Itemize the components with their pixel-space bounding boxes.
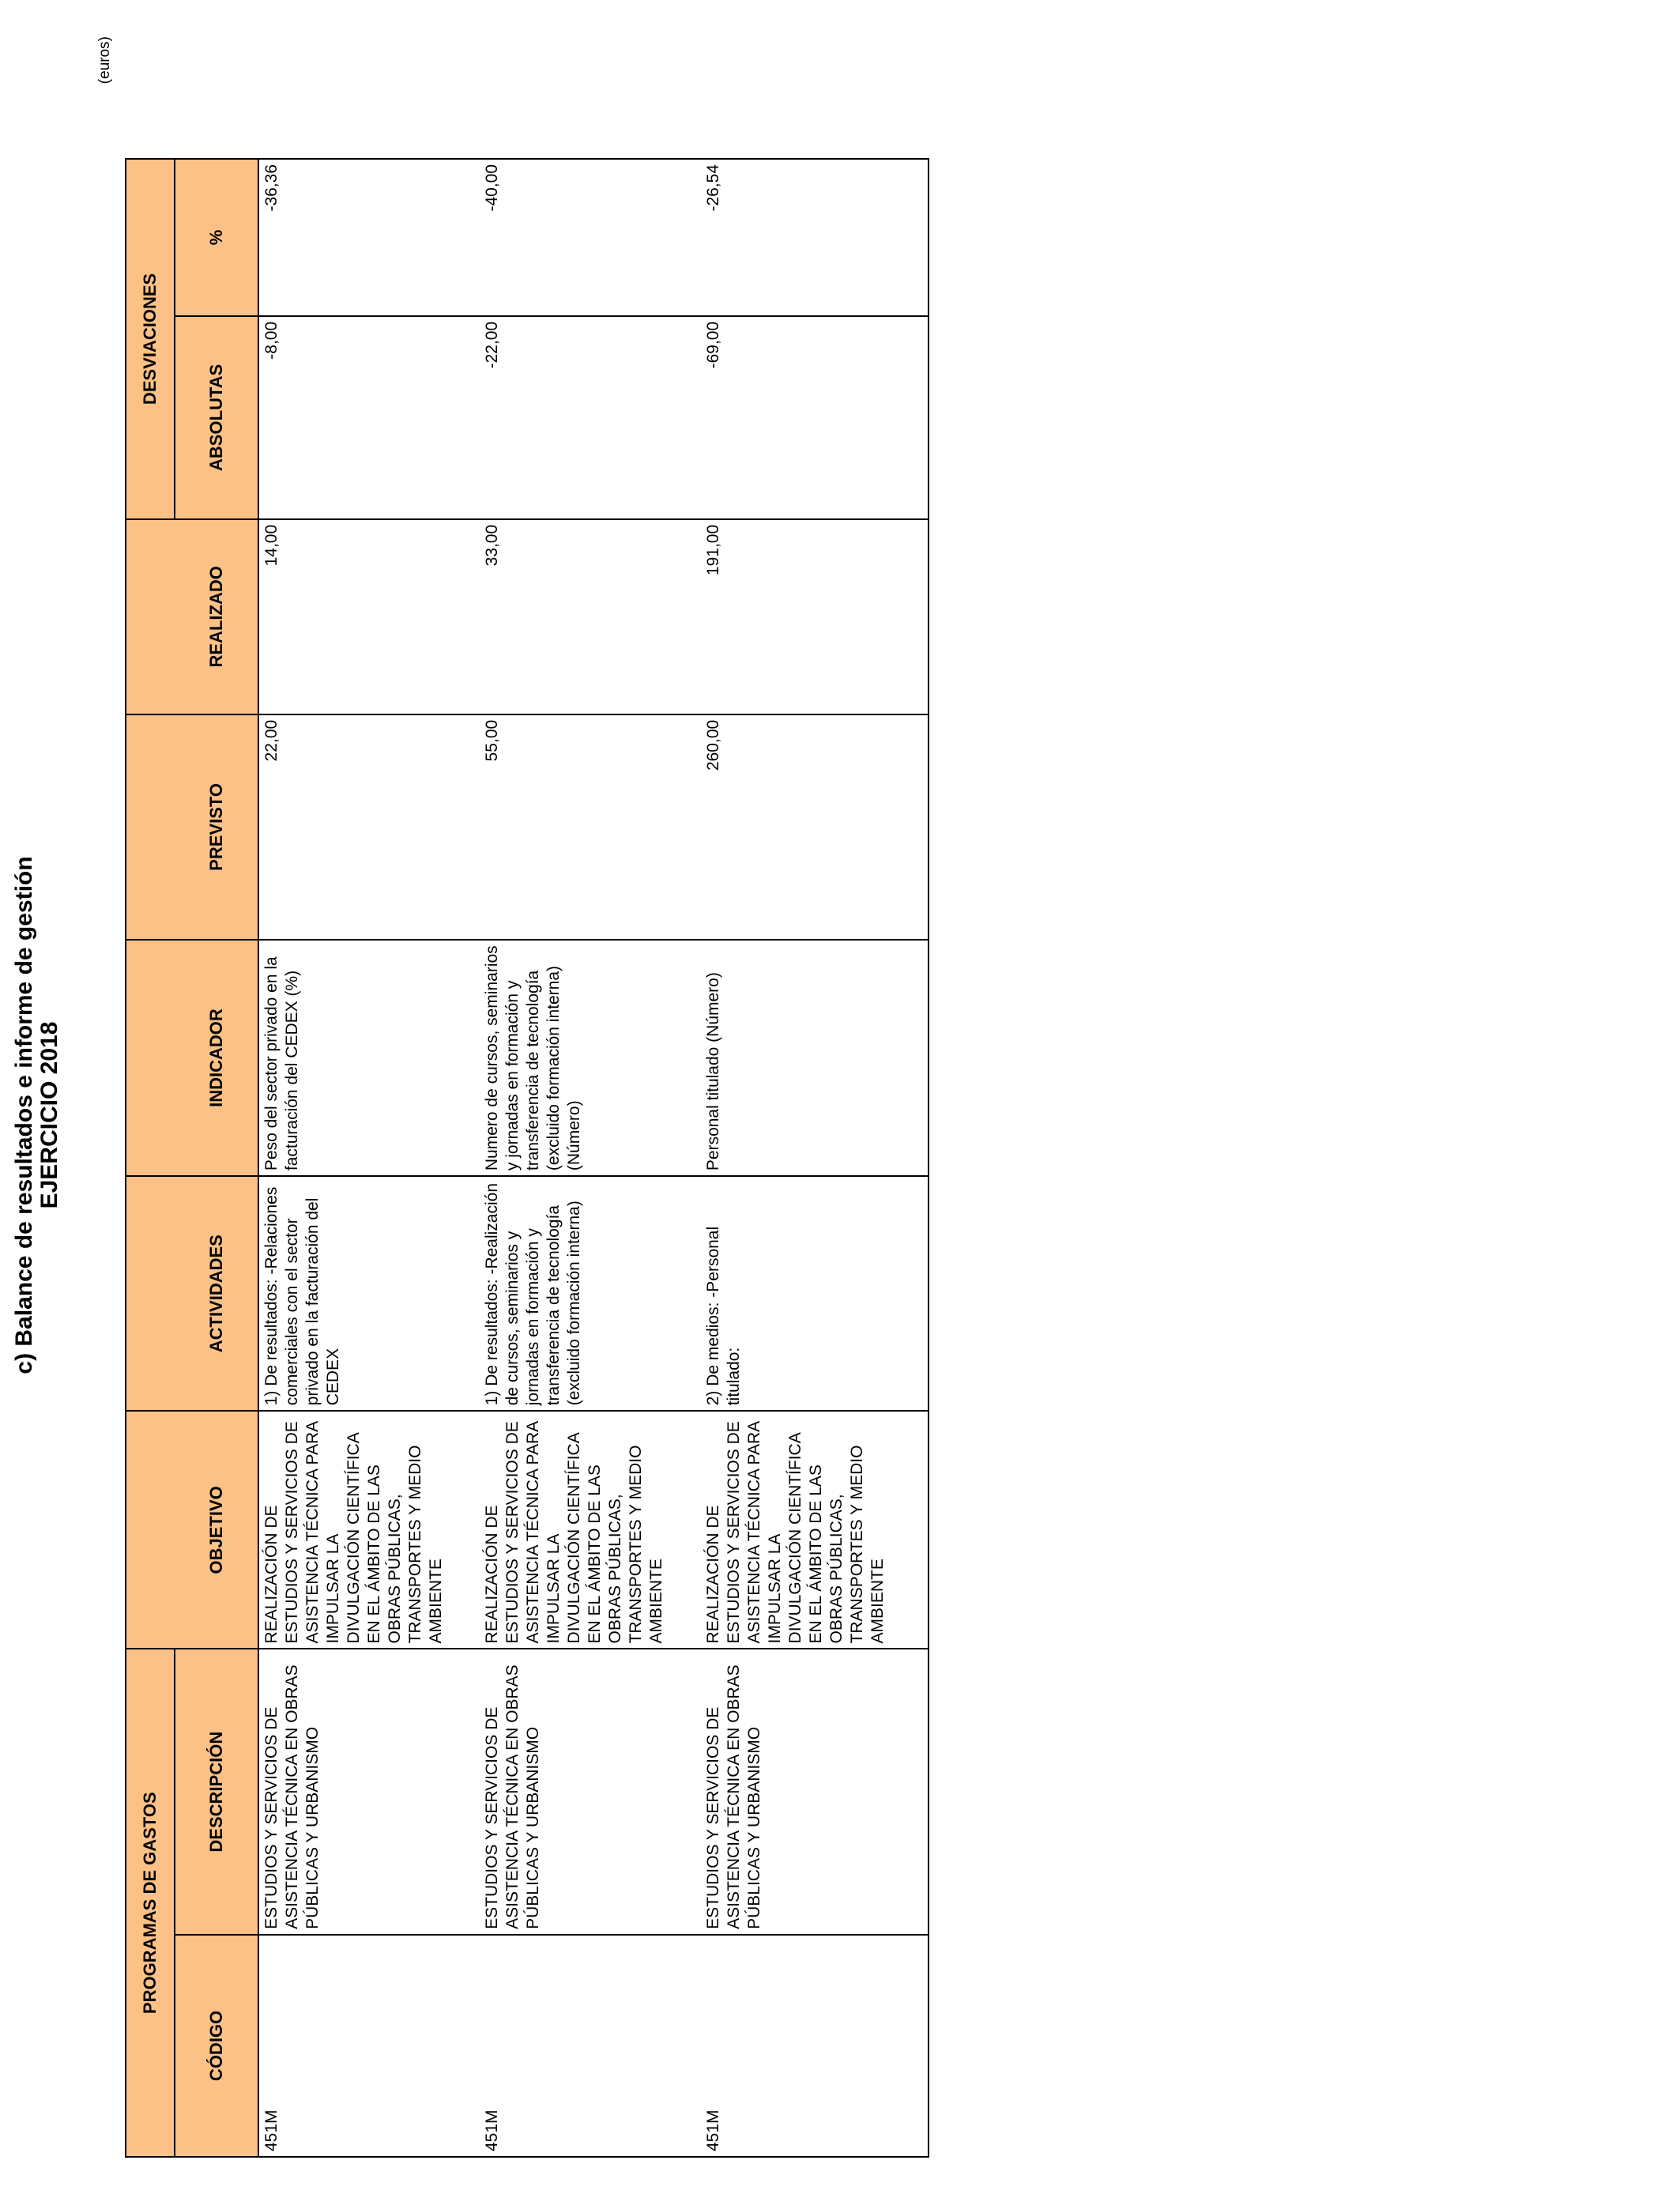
cell-realizado: 14,00 (258, 519, 480, 714)
col-header-actividades: ACTIVIDADES (175, 1176, 258, 1411)
cell-codigo: 451M (258, 1935, 480, 2157)
cell-codigo: 451M (701, 1935, 929, 2157)
group-header-empty (126, 1411, 175, 1649)
table-row (701, 159, 929, 2157)
cell-realizado: 191,00 (701, 519, 929, 714)
col-header-previsto: PREVISTO (175, 714, 258, 940)
cell-actividades: 2) De medios: -Personal titulado: (701, 1176, 929, 1411)
cell-objetivo: REALIZACIÓN DE ESTUDIOS Y SERVICIOS DE ASISTENCIA TÉCNICA PARA IMPULSAR LA DIVULGACIÓN CIENTÍFICA EN EL ÁMBITO DE LAS OBRAS PÚBLICAS, TRANSPORTES Y MEDIO AMBIENTE (258, 1411, 480, 1649)
cell-previsto: 260,00 (701, 714, 929, 940)
cell-realizado: 33,00 (480, 519, 701, 714)
cell-absolutas: -22,00 (480, 316, 701, 519)
group-header-empty (126, 519, 175, 714)
cell-previsto: 55,00 (480, 714, 701, 940)
col-header-codigo: CÓDIGO (175, 1935, 258, 2157)
col-header-porcentaje: % (175, 159, 258, 316)
group-header-empty (126, 940, 175, 1176)
group-header-programas: PROGRAMAS DE GASTOS (126, 1649, 175, 2157)
cell-objetivo: REALIZACIÓN DE ESTUDIOS Y SERVICIOS DE ASISTENCIA TÉCNICA PARA IMPULSAR LA DIVULGACIÓN CIENTÍFICA EN EL ÁMBITO DE LAS OBRAS PÚBLICAS, TRANSPORTES Y MEDIO AMBIENTE (480, 1411, 701, 1649)
cell-actividades: 1) De resultados: -Realización de cursos, seminarios y jornadas en formación y transferencia de tecnología (excluido formación interna) (480, 1176, 701, 1411)
cell-descripcion: ESTUDIOS Y SERVICIOS DE ASISTENCIA TÉCNICA EN OBRAS PÚBLICAS Y URBANISMO (701, 1649, 929, 1934)
group-header-empty (126, 714, 175, 940)
cell-porcentaje: -26,54 (701, 159, 929, 316)
cell-indicador: Peso del sector privado en la facturación del CEDEX (%) (258, 940, 480, 1176)
col-header-realizado: REALIZADO (175, 519, 258, 714)
cell-indicador: Numero de cursos, seminarios y jornadas en formación y transferencia de tecnología (excluido formación interna) (Número) (480, 940, 701, 1176)
table-row (258, 159, 480, 2157)
column-header-row (175, 159, 258, 2157)
group-header-row (126, 159, 175, 2157)
group-header-empty (126, 1176, 175, 1411)
col-header-indicador: INDICADOR (175, 940, 258, 1176)
cell-porcentaje: -36,36 (258, 159, 480, 316)
page-title: c) Balance de resultados e informe de gestión (11, 856, 37, 1374)
cell-descripcion: ESTUDIOS Y SERVICIOS DE ASISTENCIA TÉCNICA EN OBRAS PÚBLICAS Y URBANISMO (480, 1649, 701, 1934)
cell-absolutas: -8,00 (258, 316, 480, 519)
col-header-absolutas: ABSOLUTAS (175, 316, 258, 519)
cell-objetivo: REALIZACIÓN DE ESTUDIOS Y SERVICIOS DE ASISTENCIA TÉCNICA PARA IMPULSAR LA DIVULGACIÓN CIENTÍFICA EN EL ÁMBITO DE LAS OBRAS PÚBLICAS, TRANSPORTES Y MEDIO AMBIENTE (701, 1411, 929, 1649)
cell-previsto: 22,00 (258, 714, 480, 940)
cell-absolutas: -69,00 (701, 316, 929, 519)
col-header-objetivo: OBJETIVO (175, 1411, 258, 1649)
group-header-desviaciones: DESVIACIONES (126, 159, 175, 519)
results-table (125, 158, 929, 2158)
units-label: (euros) (96, 36, 113, 85)
cell-porcentaje: -40,00 (480, 159, 701, 316)
cell-actividades: 1) De resultados: -Relaciones comerciales con el sector privado en la facturación del CEDEX (258, 1176, 480, 1411)
cell-descripcion: ESTUDIOS Y SERVICIOS DE ASISTENCIA TÉCNICA EN OBRAS PÚBLICAS Y URBANISMO (258, 1649, 480, 1934)
page-subtitle: EJERCICIO 2018 (36, 1021, 62, 1209)
table-row (480, 159, 701, 2157)
cell-codigo: 451M (480, 1935, 701, 2157)
cell-indicador: Personal titulado (Número) (701, 940, 929, 1176)
col-header-descripcion: DESCRIPCIÓN (175, 1649, 258, 1934)
